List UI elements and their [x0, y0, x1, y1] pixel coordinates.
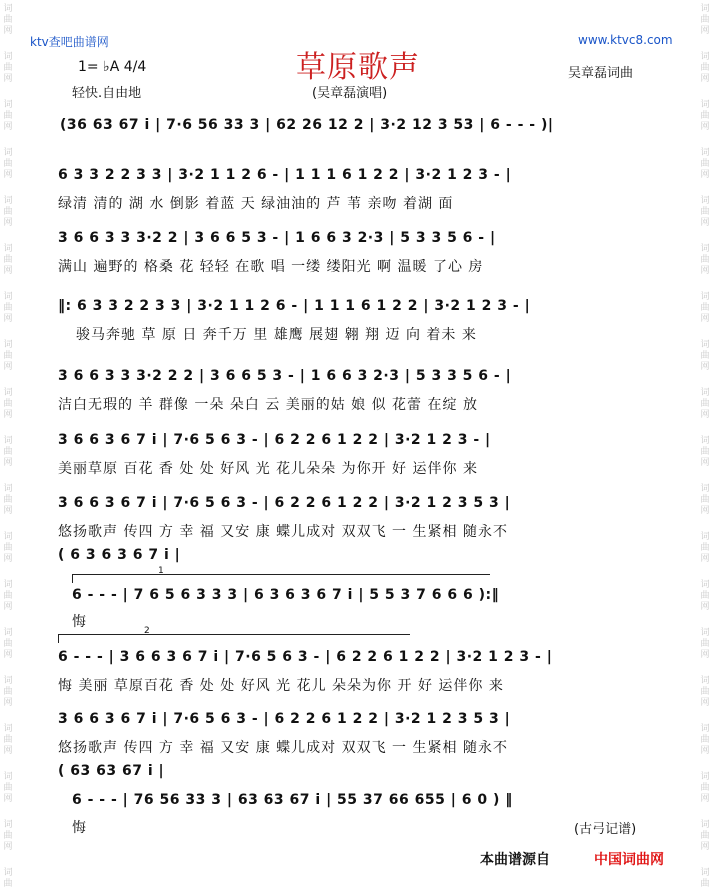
source-credit-label: 本曲谱源自 — [480, 852, 550, 868]
watermark-glyph: 网 — [3, 794, 13, 804]
lyric-row-5: 美丽草原 百花 香 处 处 好风 光 花儿朵朵 为你开 好 运伴你 来 — [58, 461, 478, 477]
watermark-glyph: 曲 — [700, 303, 710, 313]
watermark-glyph: 词 — [700, 820, 710, 830]
watermark-glyph: 曲 — [700, 831, 710, 841]
watermark-glyph: 词 — [3, 724, 13, 734]
watermark-glyph: 曲 — [3, 639, 13, 649]
score-row-7-pickup: ( 6 3 6 3 6 7 i | — [58, 547, 181, 563]
watermark-glyph: 曲 — [700, 15, 710, 25]
watermark-glyph: 词 — [700, 100, 710, 110]
watermark-glyph: 词 — [3, 772, 13, 782]
watermark-glyph: 曲 — [700, 687, 710, 697]
score-row-intro: (36 63 67 i | 7·6 56 33 3 | 62 26 12 2 | 3·2 12 3 53 | 6 - - - )| — [60, 117, 554, 133]
watermark-glyph: 网 — [3, 842, 13, 852]
watermark-glyph: 网 — [3, 266, 13, 276]
lyric-row-2: 满山 遍野的 格桑 花 轻轻 在歌 唱 一缕 缕阳光 啊 温暖 了心 房 — [58, 259, 484, 275]
watermark-glyph: 网 — [3, 170, 13, 180]
watermark-glyph: 曲 — [3, 207, 13, 217]
watermark-glyph: 网 — [700, 650, 710, 660]
watermark-glyph: 网 — [700, 506, 710, 516]
watermark-glyph: 词 — [3, 388, 13, 398]
watermark-glyph: 网 — [3, 602, 13, 612]
watermark-glyph: 网 — [3, 314, 13, 324]
watermark-glyph: 词 — [700, 628, 710, 638]
lyric-row-10: 悠扬歌声 传四 方 幸 福 又安 康 蝶儿成对 双双飞 一 生紧相 随永不 — [58, 740, 508, 756]
watermark-glyph: 词 — [3, 532, 13, 542]
watermark-glyph: 词 — [3, 52, 13, 62]
watermark-glyph: 词 — [700, 532, 710, 542]
watermark-glyph: 曲 — [3, 351, 13, 361]
watermark-glyph: 曲 — [3, 543, 13, 553]
watermark-glyph: 网 — [3, 506, 13, 516]
watermark-glyph: 词 — [700, 52, 710, 62]
watermark-glyph: 词 — [3, 676, 13, 686]
lyric-row-1: 绿清 清的 湖 水 倒影 着蓝 天 绿油油的 芦 苇 亲吻 着湖 面 — [58, 196, 454, 212]
watermark-glyph: 曲 — [700, 879, 710, 889]
watermark-glyph: 词 — [700, 580, 710, 590]
watermark-glyph: 曲 — [3, 399, 13, 409]
volta-bracket-2 — [58, 626, 410, 636]
watermark-glyph: 曲 — [700, 351, 710, 361]
watermark-glyph: 词 — [3, 100, 13, 110]
watermark-glyph: 网 — [3, 698, 13, 708]
volta-bracket-1 — [72, 566, 490, 576]
watermark-glyph: 词 — [3, 436, 13, 446]
score-row-4: 3 6 6 3 3 3·2 2 2 | 3 6 6 5 3 - | 1 6 6 3 2·3 | 5 3 3 5 6 - | — [58, 368, 512, 384]
watermark-glyph: 曲 — [3, 735, 13, 745]
watermark-glyph: 网 — [700, 602, 710, 612]
right-watermark-strip — [697, 0, 715, 894]
score-row-10: 3 6 6 3 6 7 i | 7·6 5 6 3 - | 6 2 2 6 1 2 2 | 3·2 1 2 3 5 3 | — [58, 711, 511, 727]
watermark-glyph: 网 — [700, 26, 710, 36]
watermark-glyph: 曲 — [700, 639, 710, 649]
watermark-glyph: 词 — [700, 724, 710, 734]
singer-credit: (吴章磊演唱) — [312, 86, 388, 101]
watermark-glyph: 网 — [3, 26, 13, 36]
score-row-6: 3 6 6 3 6 7 i | 7·6 5 6 3 - | 6 2 2 6 1 2 2 | 3·2 1 2 3 5 3 | — [58, 495, 511, 511]
watermark-glyph: 词 — [3, 4, 13, 14]
watermark-glyph: 词 — [700, 436, 710, 446]
lyric-row-6: 悠扬歌声 传四 方 幸 福 又安 康 蝶儿成对 双双飞 一 生紧相 随永不 — [58, 524, 508, 540]
watermark-glyph: 词 — [700, 244, 710, 254]
score-row-9: 6 - - - | 3 6 6 3 6 7 i | 7·6 5 6 3 - | 6 2 2 6 1 2 2 | 3·2 1 2 3 - | — [58, 649, 553, 665]
song-title: 草原歌声 — [296, 50, 420, 85]
watermark-glyph: 曲 — [700, 447, 710, 457]
watermark-glyph: 曲 — [3, 879, 13, 889]
watermark-glyph: 网 — [3, 410, 13, 420]
watermark-glyph: 词 — [700, 4, 710, 14]
watermark-glyph: 词 — [3, 148, 13, 158]
watermark-glyph: 词 — [700, 148, 710, 158]
watermark-glyph: 网 — [700, 122, 710, 132]
watermark-glyph: 曲 — [700, 207, 710, 217]
score-row-1: 6 3 3 2 2 3 3 | 3·2 1 1 2 6 - | 1 1 1 6 1 2 2 | 3·2 1 2 3 - | — [58, 167, 512, 183]
watermark-glyph: 曲 — [3, 159, 13, 169]
score-row-11-pickup: ( 63 63 67 i | — [58, 763, 165, 779]
watermark-glyph: 曲 — [3, 15, 13, 25]
watermark-glyph: 词 — [3, 292, 13, 302]
watermark-glyph: 曲 — [700, 543, 710, 553]
watermark-glyph: 网 — [700, 842, 710, 852]
watermark-glyph: 网 — [3, 746, 13, 756]
watermark-glyph: 网 — [700, 74, 710, 84]
watermark-glyph: 曲 — [700, 399, 710, 409]
watermark-glyph: 网 — [700, 314, 710, 324]
watermark-glyph: 词 — [3, 196, 13, 206]
watermark-glyph: 网 — [700, 458, 710, 468]
watermark-glyph: 网 — [700, 170, 710, 180]
watermark-glyph: 词 — [700, 772, 710, 782]
lyric-row-8: 悔 — [72, 614, 87, 630]
watermark-glyph: 网 — [3, 218, 13, 228]
lyric-row-12: 悔 — [72, 820, 87, 836]
watermark-glyph: 词 — [3, 340, 13, 350]
score-row-12-ending: 6 - - - | 76 56 33 3 | 63 63 67 i | 55 37 66 655 | 6 0 ) ‖ — [72, 792, 513, 808]
score-row-5: 3 6 6 3 6 7 i | 7·6 5 6 3 - | 6 2 2 6 1 2 2 | 3·2 1 2 3 - | — [58, 432, 491, 448]
watermark-glyph: 词 — [700, 484, 710, 494]
watermark-glyph: 网 — [700, 746, 710, 756]
watermark-glyph: 词 — [700, 340, 710, 350]
score-row-2: 3 6 6 3 3 3·2 2 | 3 6 6 5 3 - | 1 6 6 3 2·3 | 5 3 3 5 6 - | — [58, 230, 496, 246]
watermark-glyph: 词 — [700, 388, 710, 398]
watermark-glyph: 网 — [700, 554, 710, 564]
lyric-row-9: 悔 美丽 草原百花 香 处 处 好风 光 花儿 朵朵为你 开 好 运伴你 来 — [58, 678, 504, 694]
watermark-glyph: 曲 — [700, 63, 710, 73]
watermark-glyph: 词 — [3, 820, 13, 830]
lyric-row-4: 洁白无瑕的 羊 群像 一朵 朵白 云 美丽的姑 娘 似 花蕾 在绽 放 — [58, 397, 478, 413]
watermark-glyph: 词 — [3, 868, 13, 878]
watermark-glyph: 网 — [3, 554, 13, 564]
watermark-glyph: 词 — [3, 244, 13, 254]
site-name-left[interactable]: ktv查吧曲谱网 — [30, 35, 109, 49]
watermark-glyph: 曲 — [700, 591, 710, 601]
watermark-glyph: 网 — [700, 266, 710, 276]
watermark-glyph: 网 — [3, 650, 13, 660]
watermark-glyph: 网 — [700, 410, 710, 420]
watermark-glyph: 网 — [3, 362, 13, 372]
watermark-glyph: 曲 — [3, 111, 13, 121]
source-credit-site[interactable]: 中国词曲网 — [594, 852, 664, 868]
site-url-right[interactable]: www.ktvc8.com — [578, 33, 673, 47]
transcriber-credit: (古弓记谱) — [574, 822, 637, 837]
watermark-glyph: 词 — [3, 484, 13, 494]
watermark-glyph: 网 — [700, 362, 710, 372]
watermark-glyph: 曲 — [3, 783, 13, 793]
watermark-glyph: 网 — [700, 698, 710, 708]
lyric-row-3: 骏马奔驰 草 原 日 奔千万 里 雄鹰 展翅 翱 翔 迈 向 着未 来 — [76, 327, 477, 343]
watermark-glyph: 网 — [700, 218, 710, 228]
watermark-glyph: 曲 — [700, 783, 710, 793]
watermark-glyph: 曲 — [3, 495, 13, 505]
watermark-glyph: 曲 — [3, 447, 13, 457]
watermark-glyph: 词 — [3, 628, 13, 638]
watermark-glyph: 词 — [700, 196, 710, 206]
watermark-glyph: 曲 — [700, 159, 710, 169]
watermark-glyph: 曲 — [3, 303, 13, 313]
watermark-glyph: 曲 — [700, 255, 710, 265]
watermark-glyph: 曲 — [3, 831, 13, 841]
composer-credit: 吴章磊词曲 — [568, 66, 634, 81]
watermark-glyph: 词 — [700, 292, 710, 302]
key-signature: 1= ♭A 4/4 — [78, 59, 147, 75]
watermark-glyph: 网 — [700, 794, 710, 804]
watermark-glyph: 曲 — [3, 255, 13, 265]
score-row-3: ‖: 6 3 3 2 2 3 3 | 3·2 1 1 2 6 - | 1 1 1 6 1 2 2 | 3·2 1 2 3 - | — [58, 298, 531, 314]
watermark-glyph: 词 — [3, 580, 13, 590]
volta-number-2: 2 — [144, 626, 150, 636]
watermark-glyph: 曲 — [700, 111, 710, 121]
watermark-glyph: 曲 — [700, 495, 710, 505]
watermark-glyph: 曲 — [700, 735, 710, 745]
watermark-glyph: 词 — [700, 676, 710, 686]
watermark-glyph: 词 — [700, 868, 710, 878]
watermark-glyph: 曲 — [3, 687, 13, 697]
volta-number-1: 1 — [158, 566, 164, 576]
score-row-8: 6 - - - | 7 6 5 6 3 3 3 | 6 3 6 3 6 7 i | 5 5 3 7 6 6 6 ):‖ — [72, 587, 500, 603]
watermark-glyph: 网 — [3, 74, 13, 84]
tempo-marking: 轻快.自由地 — [72, 86, 142, 101]
watermark-glyph: 网 — [3, 122, 13, 132]
watermark-glyph: 曲 — [3, 63, 13, 73]
watermark-glyph: 曲 — [3, 591, 13, 601]
left-watermark-strip — [0, 0, 18, 894]
watermark-glyph: 网 — [3, 458, 13, 468]
